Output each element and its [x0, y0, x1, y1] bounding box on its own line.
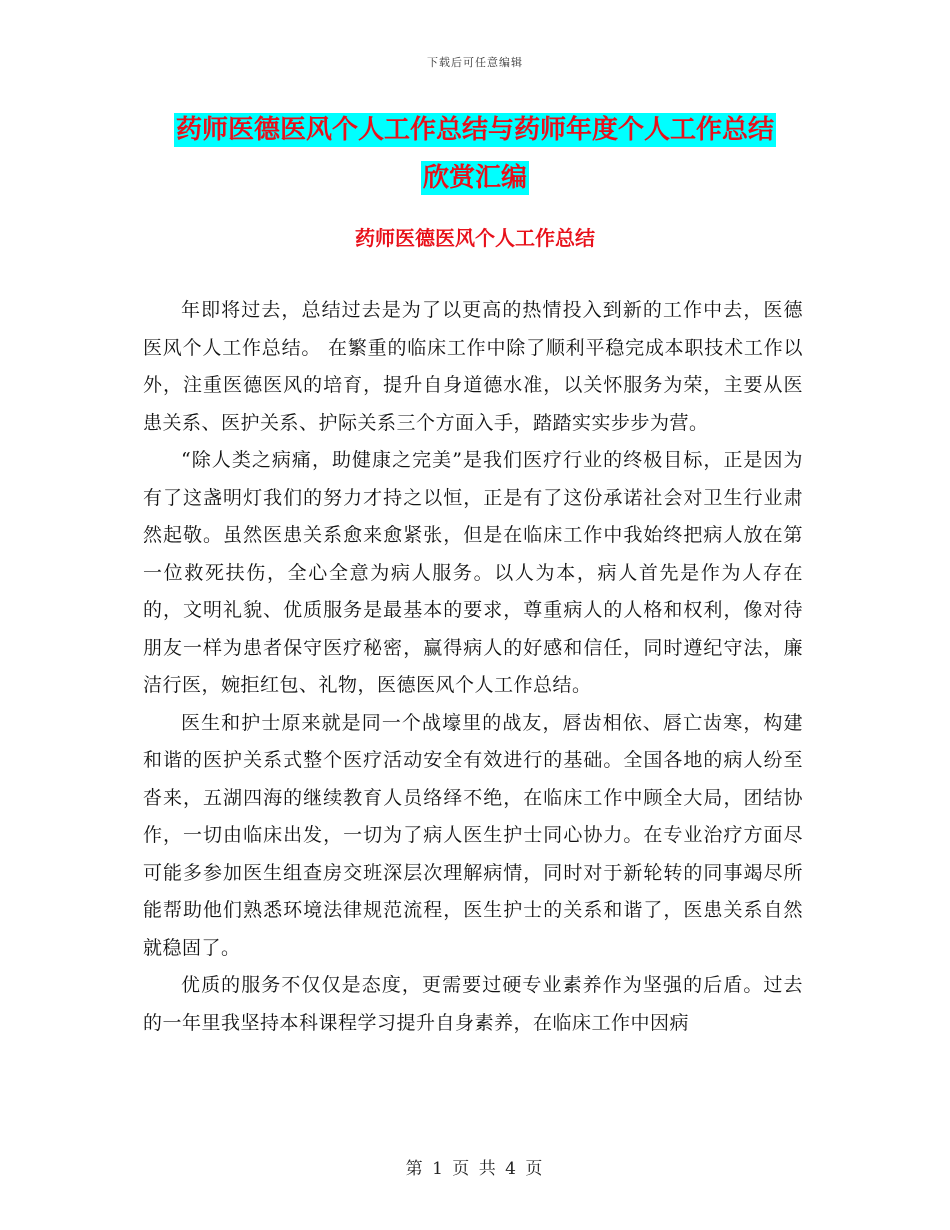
- paragraph: 年即将过去，总结过去是为了以更高的热情投入到新的工作中去，医德医风个人工作总结。 在繁重的临床工作中除了顺利平稳完成本职技术工作以外，注重医德医风的培育，提升自身道德水准，以关怀服务为荣，主要从医患关系、医护关系、护际关系三个方面入手，踏踏实实步步为营。: [143, 299, 803, 434]
- paragraph: “除人类之病痛，助健康之完美”是我们医疗行业的终极目标，正是因为有了这盏明灯我们的努力才持之以恒，正是有了这份承诺社会对卫生行业肃然起敬。虽然医患关系愈来愈紧张，但是在临床工作中我始终把病人放在第一位救死扶伤，全心全意为病人服务。以人为本，病人首先是作为人存在的，文明礼貌、优质服务是最基本的要求，尊重病人的人格和权利，像对待朋友一样为患者保守医疗秘密，赢得病人的好感和信任，同时遵纪守法，廉洁行医，婉拒红包、礼物，医德医风个人工作总结。: [143, 449, 803, 696]
- paragraph: 医生和护士原来就是同一个战壕里的战友，唇齿相依、唇亡齿寒，构建和谐的医护关系式整个医疗活动安全有效进行的基础。全国各地的病人纷至沓来，五湖四海的继续教育人员络绎不绝，在临床工作中顾全大局，团结协作，一切由临床出发，一切为了病人医生护士同心协力。在专业治疗方面尽可能多参加医生组查房交班深层次理解病情，同时对于新轮转的同事竭尽所能帮助他们熟悉环境法律规范流程，医生护士的关系和谐了，医患关系自然就稳固了。: [143, 711, 803, 959]
- title-line-2: 欣赏汇编: [422, 163, 527, 193]
- body-text: [143, 292, 803, 1042]
- page-number: 第 1 页 共 4 页: [405, 1159, 545, 1179]
- title-line-1: 药师医德医风个人工作总结与药师年度个人工作总结: [175, 115, 774, 145]
- document-title: [120, 106, 830, 202]
- page-header-note: 下载后可任意编辑: [427, 56, 523, 69]
- paragraph: 优质的服务不仅仅是态度，更需要过硬专业素养作为坚强的后盾。过去的一年里我坚持本科课程学习提升自身素养，在临床工作中因病: [143, 974, 803, 1034]
- section-title: 药师医德医风个人工作总结: [355, 226, 595, 250]
